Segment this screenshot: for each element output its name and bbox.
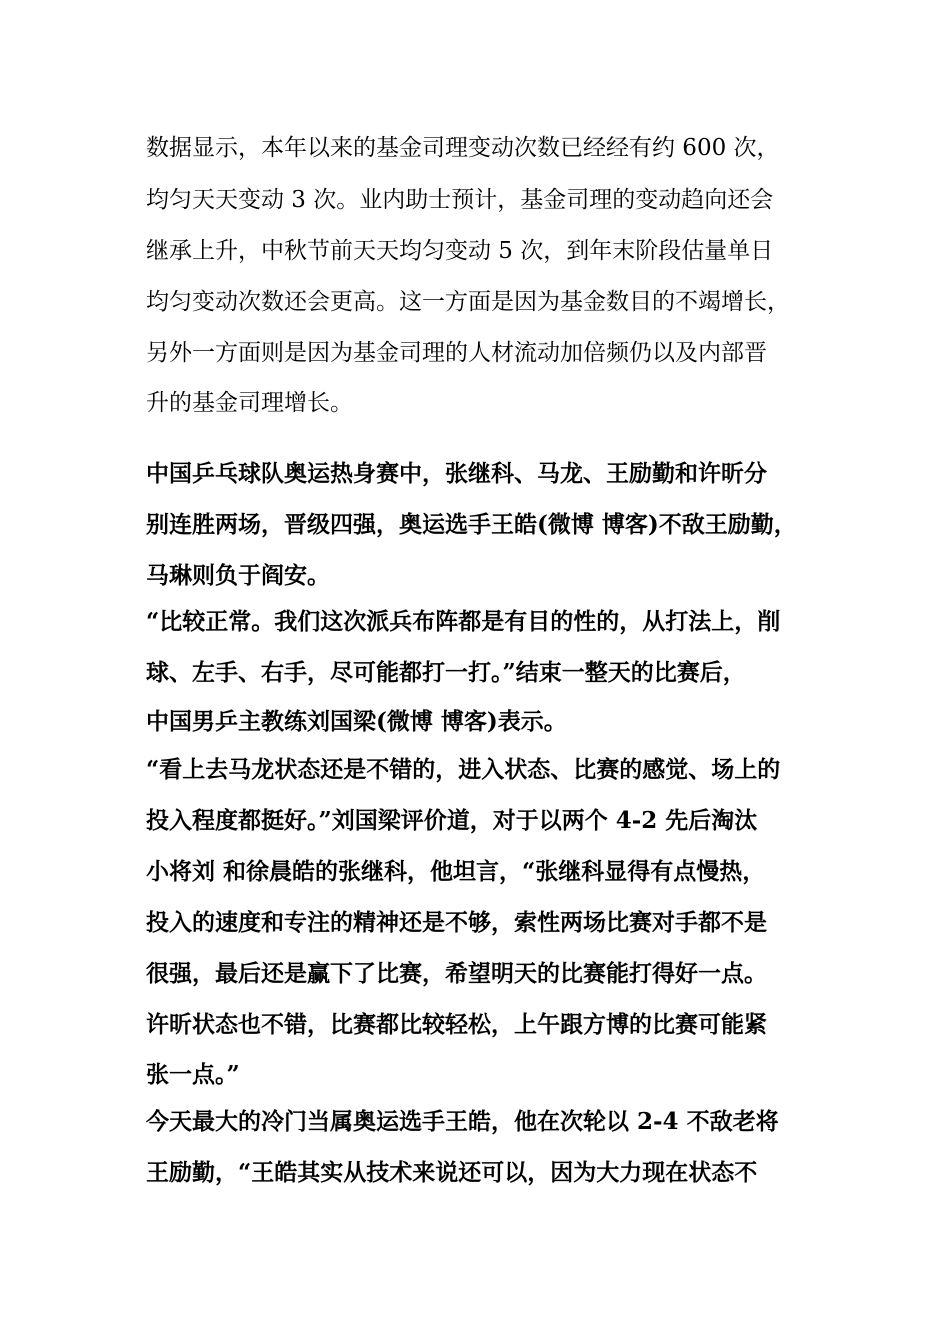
text-line: 中国乒乓球队奥运热身赛中，张继科、马龙、王励勤和许昕分 [146,460,767,487]
text-line: 王励勤，“王皓其实从技术来说还可以，因为大力现在状态不 [146,1159,758,1186]
text-line: 很强，最后还是赢下了比赛，希望明天的比赛能打得好一点。 [146,960,767,987]
text-line: 小将刘 和徐晨皓的张继科，他坦言，“张继科显得有点慢热， [146,858,766,885]
text-line: “比较正常。我们这次派兵布阵都是有目的性的，从打法上，削 [146,608,781,635]
text-line: 今天最大的冷门当属奥运选手王皓，他在次轮以 2-4 不敌老将 [146,1108,779,1135]
text-line: 中国男乒主教练刘国梁(微博 博客)表示。 [146,708,567,735]
text-line: 别连胜两场，晋级四强，奥运选手王皓(微博 博客)不敌王励勤， [146,511,797,538]
text-line: 均匀变动次数还会更高。这一方面是因为基金数目的不竭增长， [146,289,790,315]
text-line: 数据显示，本年以来的基金司理变动次数已经经有约 600 次， [146,135,780,161]
text-line: 投入的速度和专注的精神还是不够，索性两场比赛对手都不是 [146,909,767,936]
text-line: 均匀天天变动 3 次。业内助士预计，基金司理的变动趋向还会 [146,187,774,213]
text-line: “看上去马龙状态还是不错的，进入状态、比赛的感觉、场上的 [146,756,781,783]
text-line: 投入程度都挺好。”刘国梁评价道，对于以两个 4-2 先后淘汰 [146,807,758,834]
text-line: 另外一方面则是因为基金司理的人材流动加倍频仍以及内部晋 [146,340,767,366]
text-line: 张一点。” [146,1061,240,1088]
text-line: 许昕状态也不错，比赛都比较轻松，上午跟方博的比赛可能紧 [146,1011,767,1038]
text-line: 马琳则负于阎安。 [146,562,330,589]
text-line: 继承上升，中秋节前天天均匀变动 5 次，到年末阶段估量单日 [146,238,774,264]
text-line: 球、左手、右手，尽可能都打一打。”结束一整天的比赛后， [146,659,746,686]
text-line: 升的基金司理增长。 [146,390,353,416]
